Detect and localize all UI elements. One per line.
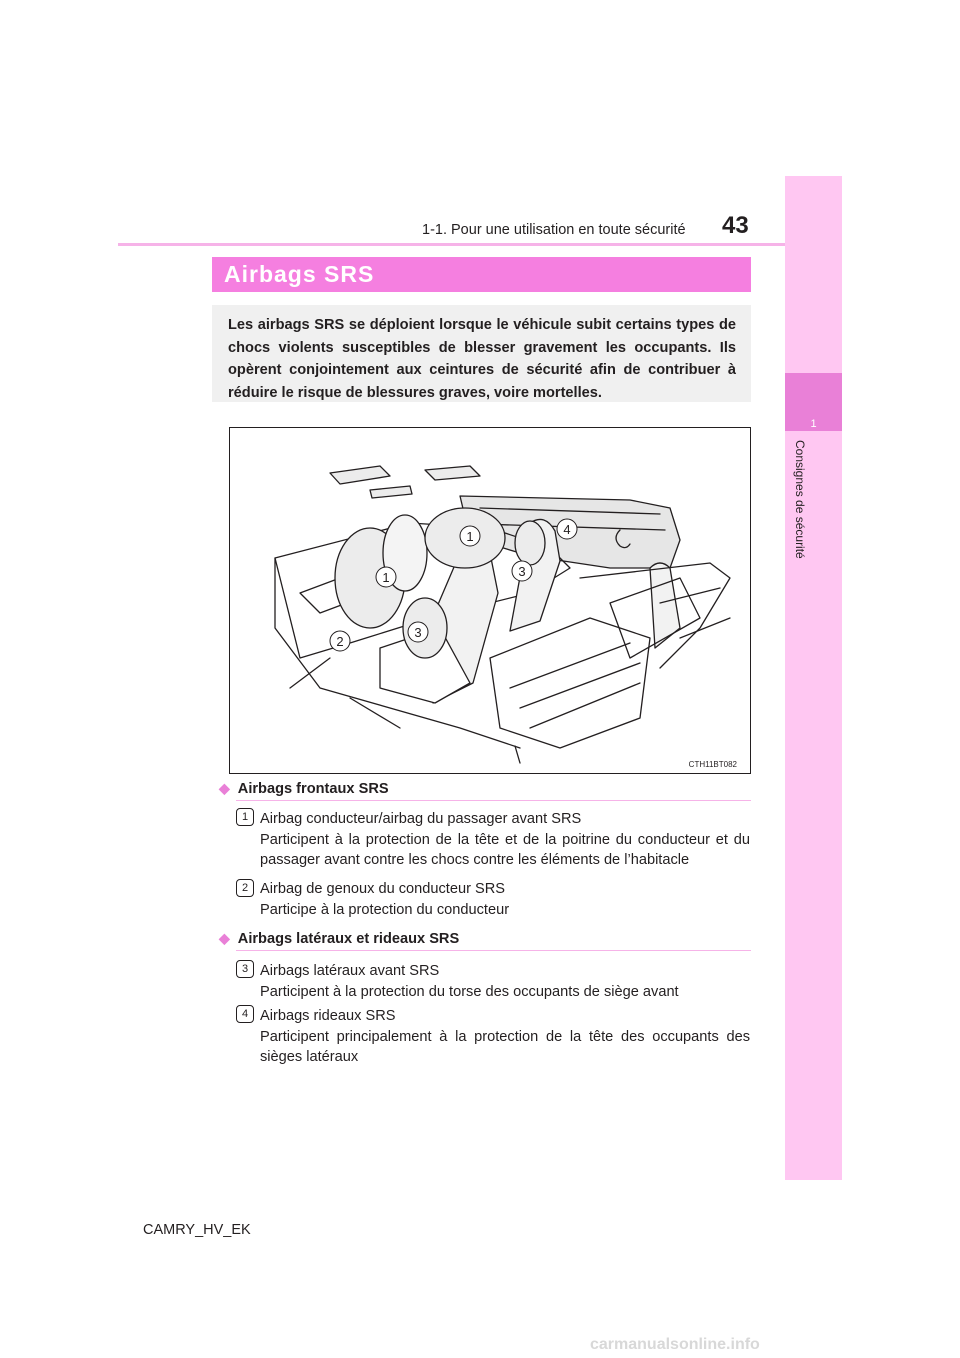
watermark: carmanualsonline.info xyxy=(590,1336,760,1353)
intro-box xyxy=(212,305,751,402)
list-item xyxy=(260,1006,750,1068)
item-description: Participent principalement à la protection de la tête des occupants des sièges latéraux xyxy=(260,1028,750,1066)
list-item xyxy=(260,961,750,1002)
list-item xyxy=(260,809,750,871)
section-heading-side-curtain: ◆ Airbags latéraux et rideaux SRS xyxy=(219,930,460,947)
intro-text: Les airbags SRS se déploient lorsque le véhicule subit certains types de chocs violents susceptibles de blesser gravement les occupants. Ils opèrent conjointement aux ceintures de sécurité afin de contribuer à réduire le risque de blessures graves, voire mortelles. xyxy=(228,317,736,401)
section-heading-frontal: ◆ Airbags frontaux SRS xyxy=(219,780,389,797)
svg-text:3: 3 xyxy=(414,625,422,640)
header-rule xyxy=(118,243,842,246)
page-title-bar xyxy=(212,257,751,292)
callout-3b xyxy=(408,622,428,642)
airbag-illustration xyxy=(229,427,751,774)
item-title: Airbag conducteur/airbag du passager avant SRS xyxy=(260,811,582,827)
chapter-number: 1 xyxy=(810,418,817,430)
item-description: Participent à la protection de la tête et de la poitrine du conducteur et du passager avant contre les chocs contre les éléments de l’habitacle xyxy=(260,831,750,869)
item-title: Airbag de genoux du conducteur SRS xyxy=(260,881,506,897)
car-interior-drawing xyxy=(230,428,750,773)
document-code: CAMRY_HV_EK xyxy=(143,1222,251,1238)
callout-1b xyxy=(376,567,396,587)
chapter-title: Consignes de sécurité xyxy=(793,440,807,559)
item-number-badge: 1 xyxy=(236,808,254,826)
item-title: Airbags rideaux SRS xyxy=(260,1008,396,1024)
diamond-bullet-icon: ◆ xyxy=(219,930,230,946)
svg-text:1: 1 xyxy=(382,570,390,585)
item-title: Airbags latéraux avant SRS xyxy=(260,963,440,979)
section-title: 1-1. Pour une utilisation en toute sécurité xyxy=(422,222,686,238)
chapter-side-tab xyxy=(785,176,842,1180)
item-number-badge: 4 xyxy=(236,1005,254,1023)
item-number-badge: 3 xyxy=(236,960,254,978)
svg-text:4: 4 xyxy=(563,522,571,537)
figure-code: CTH11BT082 xyxy=(688,760,737,769)
callout-2 xyxy=(330,631,350,651)
callout-4 xyxy=(557,519,577,539)
item-description: Participe à la protection du conducteur xyxy=(260,901,510,918)
section-rule xyxy=(236,800,751,801)
diamond-bullet-icon: ◆ xyxy=(219,780,230,796)
svg-text:3: 3 xyxy=(518,564,526,579)
svg-text:1: 1 xyxy=(466,529,474,544)
section-rule xyxy=(236,950,751,951)
item-description: Participent à la protection du torse des occupants de siège avant xyxy=(260,983,679,1000)
item-number-badge: 2 xyxy=(236,879,254,897)
callout-1a xyxy=(460,526,480,546)
page-number: 43 xyxy=(722,212,749,239)
page-title: Airbags SRS xyxy=(224,261,375,287)
svg-text:2: 2 xyxy=(336,634,344,649)
list-item xyxy=(260,879,750,920)
callout-3a xyxy=(512,561,532,581)
